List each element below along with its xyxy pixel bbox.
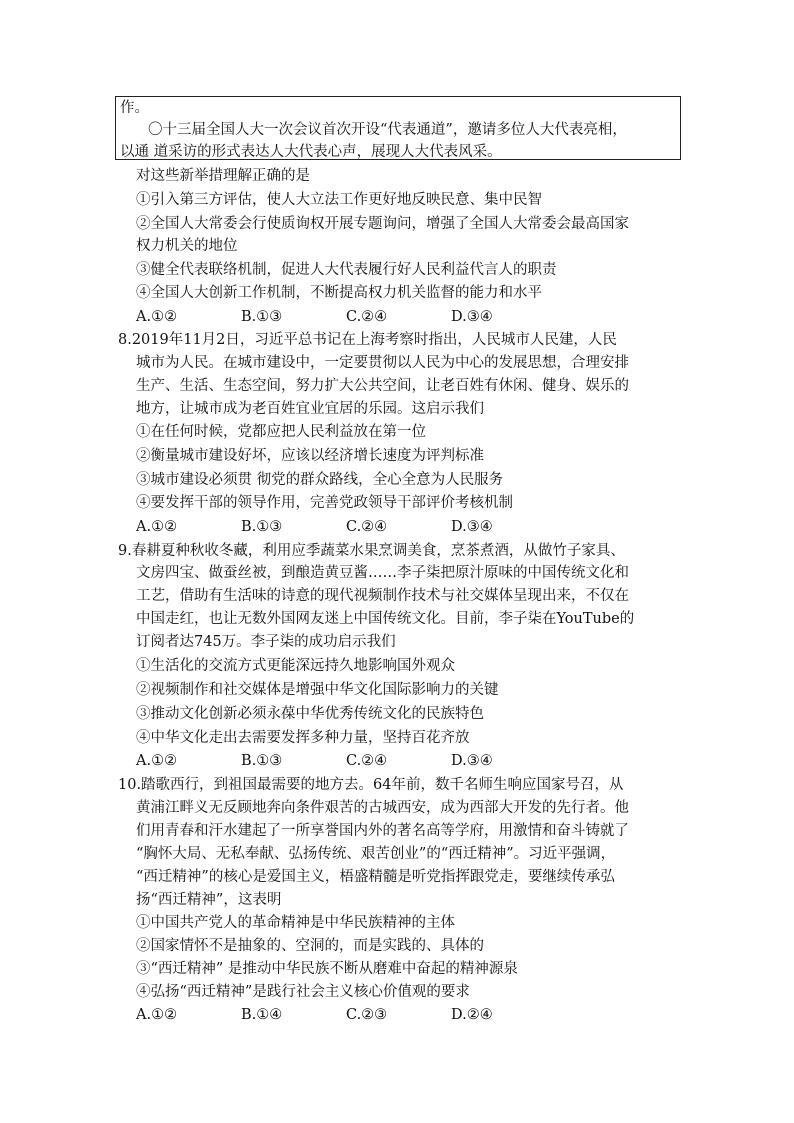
q8-item-4: ④要发挥干部的领导作用，完善党政领导干部评价考核机制 [136, 495, 513, 511]
q9-item-4: ④中华文化走出去需要发挥多种力量，坚持百花齐放 [136, 730, 470, 746]
q7-item-1: ①引入第三方评估，使人大立法工作更好地反映民意、集中民智 [136, 192, 542, 208]
q7-option-d: D.③④ [451, 309, 493, 325]
q8-option-a: A.①② [136, 519, 178, 535]
q9-item-3: ③推动文化创新必须永葆中华优秀传统文化的民族特色 [136, 706, 484, 722]
q10-stem-4: “胸怀大局、无私奉献、弘扬传统、艰苦创业”的“西迁精神”。习近平强调， [136, 846, 616, 862]
q10-option-b: B.①④ [241, 1007, 283, 1023]
q7-item-2-cont: 权力机关的地位 [136, 238, 238, 254]
q10-item-2: ②国家情怀不是抽象的、空洞的，而是实践的、具体的 [136, 938, 484, 954]
q8-stem-3: 生产、生活、生态空间，努力扩大公共空间，让老百姓有休闲、健身、娱乐的 [136, 378, 629, 394]
q9-stem-4: 中国走红，也让无数外国网友迷上中国传统文化。目前，李子柒在YouTube的 [136, 611, 635, 627]
q8-option-d: D.③④ [451, 519, 493, 535]
q9-item-2: ②视频制作和社交媒体是增强中华文化国际影响力的关键 [136, 682, 499, 698]
q9-item-1: ①生活化的交流方式更能深远持久地影响国外观众 [136, 658, 455, 674]
box-line-1: 作。 [120, 100, 149, 116]
q8-stem-4: 地方，让城市成为老百姓宜业宜居的乐园。这启示我们 [136, 401, 484, 417]
q10-stem-2: 黄浦江畔义无反顾地奔向条件艰苦的古城西安，成为西部大开发的先行者。他 [136, 800, 629, 816]
q10-options [136, 1005, 556, 1025]
q9-option-a: A.①② [136, 753, 178, 769]
q10-item-4: ④弘扬“西迁精神”是践行社会主义核心价值观的要求 [136, 984, 470, 1000]
q9-stem-5: 订阅者达745万。李子柒的成功启示我们 [136, 634, 396, 650]
q7-item-2: ②全国人大常委会行使质询权开展专题询问，增强了全国人大常委会最高国家 [136, 216, 629, 232]
q7-item-3: ③健全代表联络机制，促进人大代表履行好人民利益代言人的职责 [136, 262, 557, 278]
q7-stem: 对这些新举措理解正确的是 [136, 168, 310, 184]
q8-item-2: ②衡量城市建设好坏，应该以经济增长速度为评判标准 [136, 448, 484, 464]
q8-options [136, 517, 556, 537]
q9-stem-1: 9.春耕夏种秋收冬藏，利用应季蔬菜水果烹调美食，烹茶煮酒，从做竹子家具、 [118, 543, 625, 559]
q7-options [136, 307, 556, 327]
q10-item-3: ③“西迁精神” 是推动中华民族不断从磨难中奋起的精神源泉 [136, 961, 518, 977]
q8-stem-1: 8.2019年11月2日，习近平总书记在上海考察时指出，人民城市人民建，人民 [118, 332, 617, 348]
q10-stem-6: 扬“西迁精神”，这表明 [136, 892, 282, 908]
q8-item-3: ③城市建设必须贯 彻党的群众路线，全心全意为人民服务 [136, 472, 504, 488]
q10-stem-3: 们用青春和汗水建起了一所享誉国内外的著名高等学府，用激情和奋斗铸就了 [136, 823, 629, 839]
q9-options [136, 751, 556, 771]
q10-option-c: C.②③ [346, 1007, 388, 1023]
q9-stem-3: 工艺，借助有生活味的诗意的现代视频制作技术与社交媒体呈现出来，不仅在 [136, 588, 629, 604]
q7-option-b: B.①③ [241, 309, 283, 325]
q10-item-1: ①中国共产党人的革命精神是中华民族精神的主体 [136, 915, 455, 931]
q7-option-c: C.②④ [346, 309, 388, 325]
q9-option-d: D.③④ [451, 753, 493, 769]
box-line-3: 以通 道采访的形式表达人大代表心声，展现人大代表风采。 [120, 144, 502, 160]
q8-item-1: ①在任何时候，党都应把人民利益放在第一位 [136, 424, 426, 440]
q8-option-b: B.①③ [241, 519, 283, 535]
q9-stem-2: 文房四宝、做蚕丝被，到酿造黄豆酱……李子柒把原汁原味的中国传统文化和 [136, 565, 629, 581]
q10-option-d: D.②④ [451, 1007, 493, 1023]
box-line-2: 〇十三届全国人大一次会议首次开设“代表通道”，邀请多位人大代表亮相， [148, 122, 627, 138]
q9-option-c: C.②④ [346, 753, 388, 769]
q7-option-a: A.①② [136, 309, 178, 325]
q8-stem-2: 城市为人民。在城市建设中，一定要贯彻以人民为中心的发展思想，合理安排 [136, 355, 629, 371]
q10-stem-5: “西迁精神”的核心是爱国主义，梧盛精髓是听党指挥跟党走，要继续传承弘 [136, 869, 615, 885]
q8-option-c: C.②④ [346, 519, 388, 535]
q7-item-4: ④全国人大创新工作机制，不断提高权力机关监督的能力和水平 [136, 285, 542, 301]
q10-option-a: A.①② [136, 1007, 178, 1023]
q9-option-b: B.①③ [241, 753, 283, 769]
q10-stem-1: 10.踏歌西行，到祖国最需要的地方去。64年前，数千名师生响应国家号召，从 [118, 777, 624, 793]
